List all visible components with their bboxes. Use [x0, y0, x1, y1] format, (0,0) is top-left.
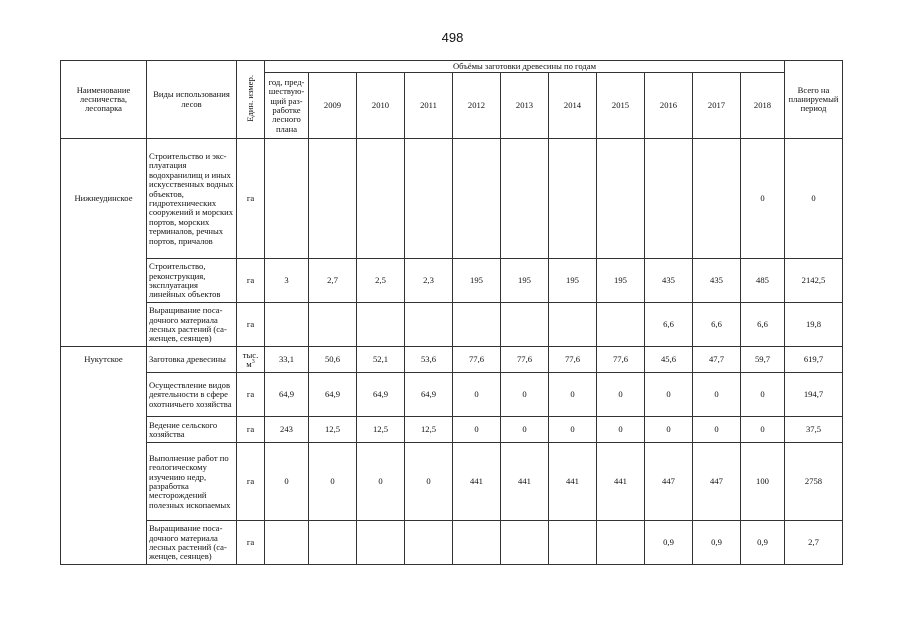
value-cell: 64,9 [309, 373, 357, 417]
value-cell: 435 [693, 259, 741, 303]
value-cell: 64,9 [357, 373, 405, 417]
value-cell: 195 [501, 259, 549, 303]
value-cell: 0 [357, 443, 405, 521]
value-cell [309, 521, 357, 565]
value-cell [357, 521, 405, 565]
table-row [61, 443, 843, 521]
total-cell: 2758 [785, 443, 843, 521]
value-cell: 441 [597, 443, 645, 521]
value-cell: 100 [741, 443, 785, 521]
header-year: 2009 [309, 73, 357, 139]
value-cell: 77,6 [453, 347, 501, 373]
header-year: 2013 [501, 73, 549, 139]
value-cell [549, 303, 597, 347]
table-row [61, 417, 843, 443]
value-cell: 47,7 [693, 347, 741, 373]
value-cell: 77,6 [501, 347, 549, 373]
value-cell: 0 [453, 417, 501, 443]
header-year: 2016 [645, 73, 693, 139]
value-cell: 447 [645, 443, 693, 521]
unit-cell: га [237, 373, 265, 417]
header-prior-year: год, пред-шествую-щий раз-работке лесного плана [265, 73, 309, 139]
value-cell [309, 303, 357, 347]
forestry-name: Нукутское [61, 347, 147, 373]
usage-type: Ведение сельского хозяйства [147, 417, 237, 443]
value-cell: 0 [549, 373, 597, 417]
value-cell [405, 521, 453, 565]
unit-cell: га [237, 303, 265, 347]
table-row [61, 347, 843, 373]
value-cell: 6,6 [693, 303, 741, 347]
usage-type: Строительство и экс-плуатация водохранилищ и иных искусственных водных объектов, гидротехнических сооружений и морских портов, морских терминалов, речных портов, причалов [147, 139, 237, 259]
header-year: 2014 [549, 73, 597, 139]
value-cell: 243 [265, 417, 309, 443]
usage-type: Осуществление видов деятельности в сфере охотничьего хозяйства [147, 373, 237, 417]
forestry-name: Нижнеудинское [61, 139, 147, 259]
value-cell [501, 521, 549, 565]
forestry-name [61, 303, 147, 347]
value-cell: 2,5 [357, 259, 405, 303]
value-cell: 195 [597, 259, 645, 303]
value-cell: 441 [549, 443, 597, 521]
header-total: Всего на планируемый период [785, 61, 843, 139]
value-cell [357, 303, 405, 347]
value-cell: 485 [741, 259, 785, 303]
value-cell: 0 [501, 373, 549, 417]
value-cell: 64,9 [405, 373, 453, 417]
total-cell: 619,7 [785, 347, 843, 373]
value-cell: 0 [265, 443, 309, 521]
table-row [61, 259, 843, 303]
value-cell [645, 139, 693, 259]
value-cell [405, 139, 453, 259]
value-cell: 0 [645, 417, 693, 443]
value-cell [549, 139, 597, 259]
header-year: 2018 [741, 73, 785, 139]
forestry-name [61, 373, 147, 417]
value-cell: 435 [645, 259, 693, 303]
value-cell: 3 [265, 259, 309, 303]
forestry-name [61, 259, 147, 303]
value-cell: 6,6 [741, 303, 785, 347]
header-forestry: Наименование лесничества, лесопарка [61, 61, 147, 139]
value-cell: 441 [501, 443, 549, 521]
value-cell: 6,6 [645, 303, 693, 347]
header-year: 2011 [405, 73, 453, 139]
value-cell [453, 303, 501, 347]
total-cell: 0 [785, 139, 843, 259]
value-cell [597, 303, 645, 347]
header-year: 2012 [453, 73, 501, 139]
header-unit: Един. измер. [237, 61, 265, 139]
value-cell [501, 139, 549, 259]
value-cell: 12,5 [357, 417, 405, 443]
header-year: 2017 [693, 73, 741, 139]
total-cell: 37,5 [785, 417, 843, 443]
table-row [61, 521, 843, 565]
value-cell [453, 521, 501, 565]
forestry-name [61, 521, 147, 565]
value-cell: 0,9 [645, 521, 693, 565]
value-cell: 0 [597, 373, 645, 417]
value-cell [357, 139, 405, 259]
unit-cell: га [237, 139, 265, 259]
header-year: 2015 [597, 73, 645, 139]
value-cell [405, 303, 453, 347]
table-row [61, 373, 843, 417]
value-cell [265, 139, 309, 259]
unit-cell: га [237, 521, 265, 565]
value-cell: 0 [501, 417, 549, 443]
header-volumes-by-year: Объёмы заготовки древесины по годам [265, 61, 785, 73]
value-cell [549, 521, 597, 565]
value-cell: 2,3 [405, 259, 453, 303]
value-cell: 59,7 [741, 347, 785, 373]
value-cell: 0,9 [741, 521, 785, 565]
value-cell: 0 [645, 373, 693, 417]
value-cell [309, 139, 357, 259]
forest-usage-table [60, 60, 843, 565]
value-cell: 45,6 [645, 347, 693, 373]
value-cell: 53,6 [405, 347, 453, 373]
value-cell: 0 [453, 373, 501, 417]
unit-cell: тыс. $м^3$ [237, 347, 265, 373]
unit-cell: га [237, 417, 265, 443]
value-cell: 0 [741, 417, 785, 443]
usage-type: Выращивание поса-дочного материала лесных растений (са-женцев, сеянцев) [147, 521, 237, 565]
usage-type: Выполнение работ по геологическому изучению недр, разработка месторождений полезных ископаемых [147, 443, 237, 521]
total-cell: 2142,5 [785, 259, 843, 303]
value-cell: 0 [693, 417, 741, 443]
unit-cell: га [237, 443, 265, 521]
value-cell: 12,5 [405, 417, 453, 443]
value-cell: 0 [549, 417, 597, 443]
total-cell: 194,7 [785, 373, 843, 417]
value-cell [693, 139, 741, 259]
value-cell: 33,1 [265, 347, 309, 373]
value-cell [265, 303, 309, 347]
total-cell: 19,8 [785, 303, 843, 347]
value-cell: 0 [597, 417, 645, 443]
value-cell: 52,1 [357, 347, 405, 373]
value-cell: 64,9 [265, 373, 309, 417]
value-cell: 0 [741, 139, 785, 259]
value-cell: 0 [405, 443, 453, 521]
total-cell: 2,7 [785, 521, 843, 565]
page-number: 498 [441, 30, 464, 45]
value-cell: 50,6 [309, 347, 357, 373]
value-cell [265, 521, 309, 565]
usage-type: Выращивание поса-дочного материала лесных растений (са-женцев, сеянцев) [147, 303, 237, 347]
value-cell [501, 303, 549, 347]
value-cell [453, 139, 501, 259]
value-cell: 0,9 [693, 521, 741, 565]
table-row [61, 303, 843, 347]
value-cell: 195 [549, 259, 597, 303]
value-cell: 441 [453, 443, 501, 521]
value-cell: 0 [741, 373, 785, 417]
value-cell: 77,6 [549, 347, 597, 373]
value-cell [597, 139, 645, 259]
header-year: 2010 [357, 73, 405, 139]
header-usage: Виды использования лесов [147, 61, 237, 139]
value-cell: 195 [453, 259, 501, 303]
unit-cell: га [237, 259, 265, 303]
value-cell: 447 [693, 443, 741, 521]
table-row [61, 139, 843, 259]
value-cell: 77,6 [597, 347, 645, 373]
forestry-name [61, 417, 147, 443]
value-cell: 2,7 [309, 259, 357, 303]
value-cell: 0 [693, 373, 741, 417]
value-cell: 0 [309, 443, 357, 521]
value-cell: 12,5 [309, 417, 357, 443]
forestry-name [61, 443, 147, 521]
usage-type: Строительство, реконструкция, эксплуатация линейных объектов [147, 259, 237, 303]
value-cell [597, 521, 645, 565]
usage-type: Заготовка древесины [147, 347, 237, 373]
